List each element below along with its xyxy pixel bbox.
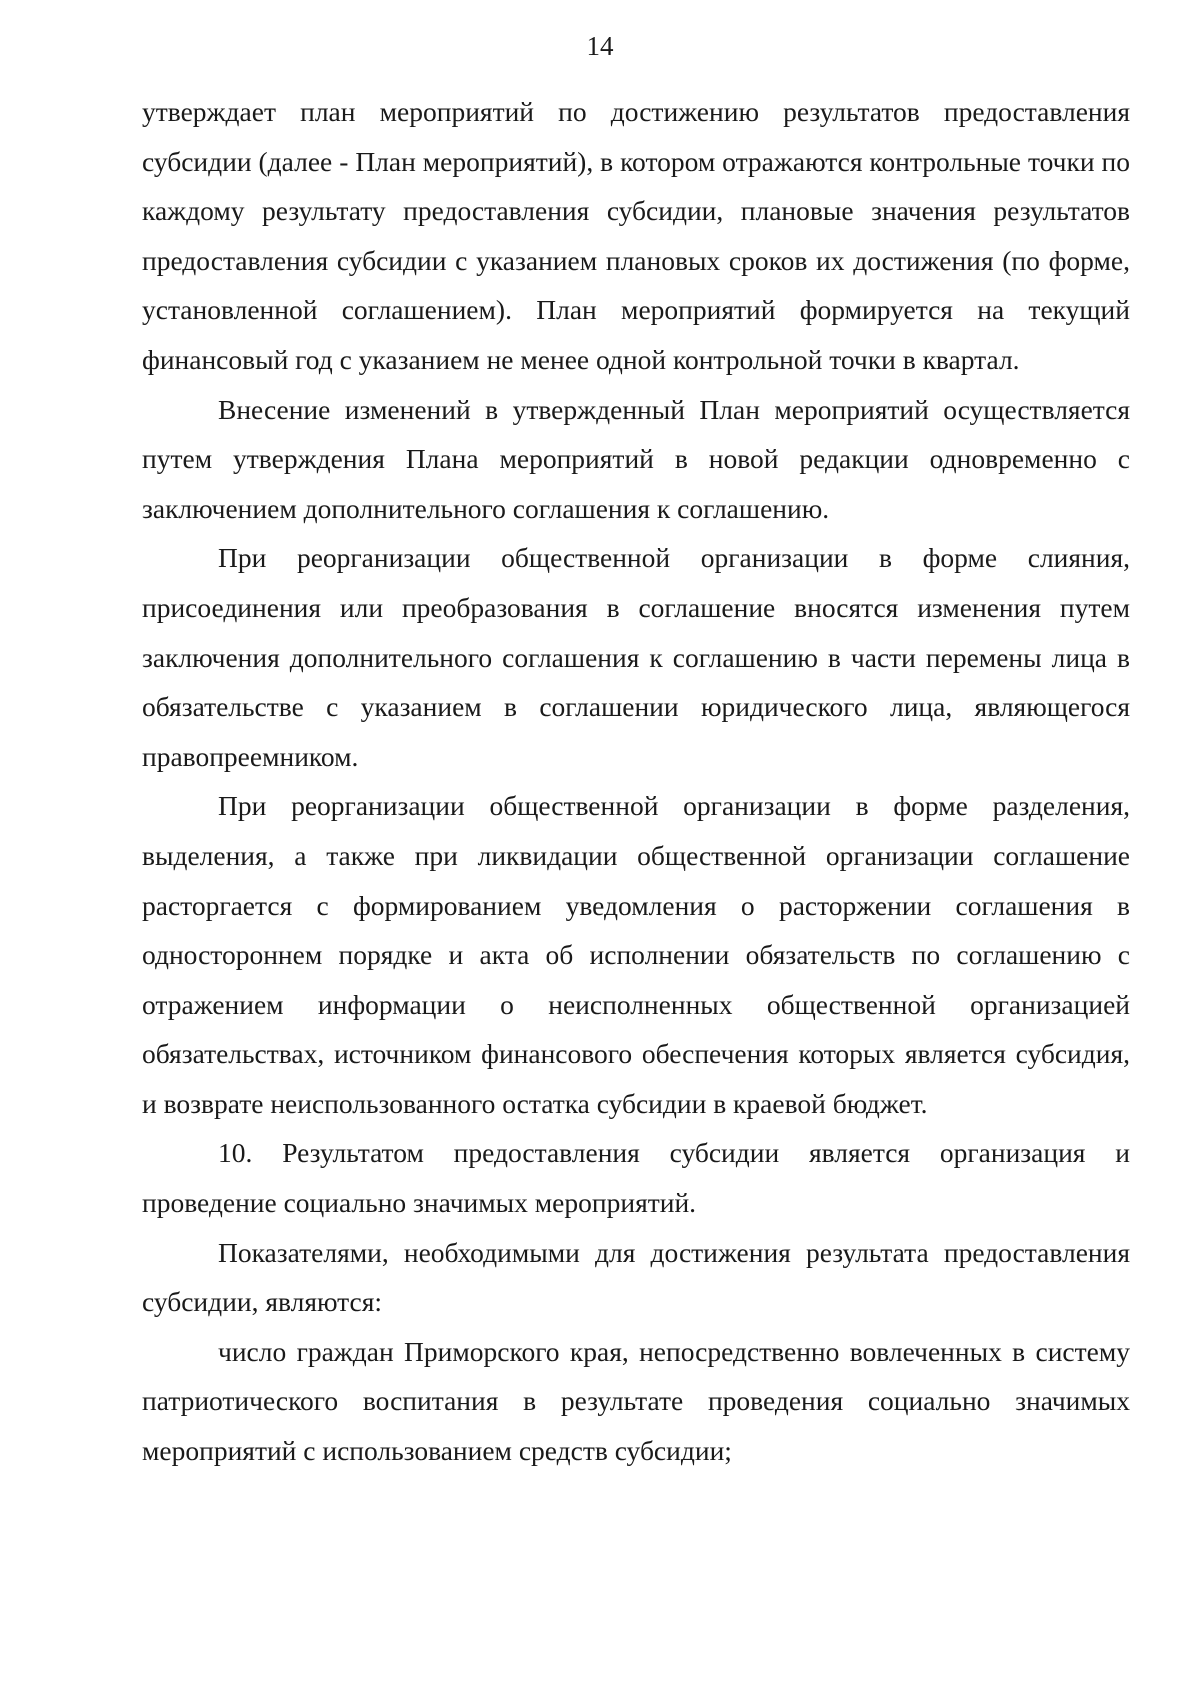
paragraph-result-10: 10. Результатом предоставления субсидии является организация и проведение социально значимых мероприятий. xyxy=(142,1137,1130,1219)
paragraph-reorganization-division: При реорганизации общественной организации в форме разделения, выделения, а также при ликвидации общественной организации соглашение расторгается с формированием уведомления о расторжении соглашения в одностороннем порядке и акта об исполнении обязательств по соглашению с отражением информации о неисполненных общественной организацией обязательствах, источником финансового обеспечения которых является субсидия, и возврате неиспользованного остатка субсидии в краевой бюджет. xyxy=(142,790,1130,1119)
paragraph-plan-changes: Внесение изменений в утвержденный План мероприятий осуществляется путем утверждения Плана мероприятий в новой редакции одновременно с заключением дополнительного соглашения к соглашению. xyxy=(142,393,1130,524)
paragraph-action-plan: утверждает план мероприятий по достижению результатов предоставления субсидии (далее - План мероприятий), в котором отражаются контрольные точки по каждому результату предоставления субсидии, плановые значения результатов предоставления субсидии с указанием плановых сроков их достижения (по форме, установленной соглашением). План мероприятий формируется на текущий финансовый год с указанием не менее одной контрольной точки в квартал. xyxy=(142,96,1130,375)
document-body xyxy=(142,87,1130,1476)
page-number: 14 xyxy=(586,31,614,61)
paragraph-indicators: Показателями, необходимыми для достижения результата предоставления субсидии, являются: xyxy=(142,1236,1130,1318)
paragraph-citizens-count: число граждан Приморского края, непосредственно вовлеченных в систему патриотического воспитания в результате проведения социально значимых мероприятий с использованием средств субсидии; xyxy=(142,1335,1130,1467)
paragraph-reorganization-merger: При реорганизации общественной организации в форме слияния, присоединения или преобразования в соглашение вносятся изменения путем заключения дополнительного соглашения к соглашению в части перемены лица в обязательстве с указанием в соглашении юридического лица, являющегося правопреемником. xyxy=(142,542,1130,772)
